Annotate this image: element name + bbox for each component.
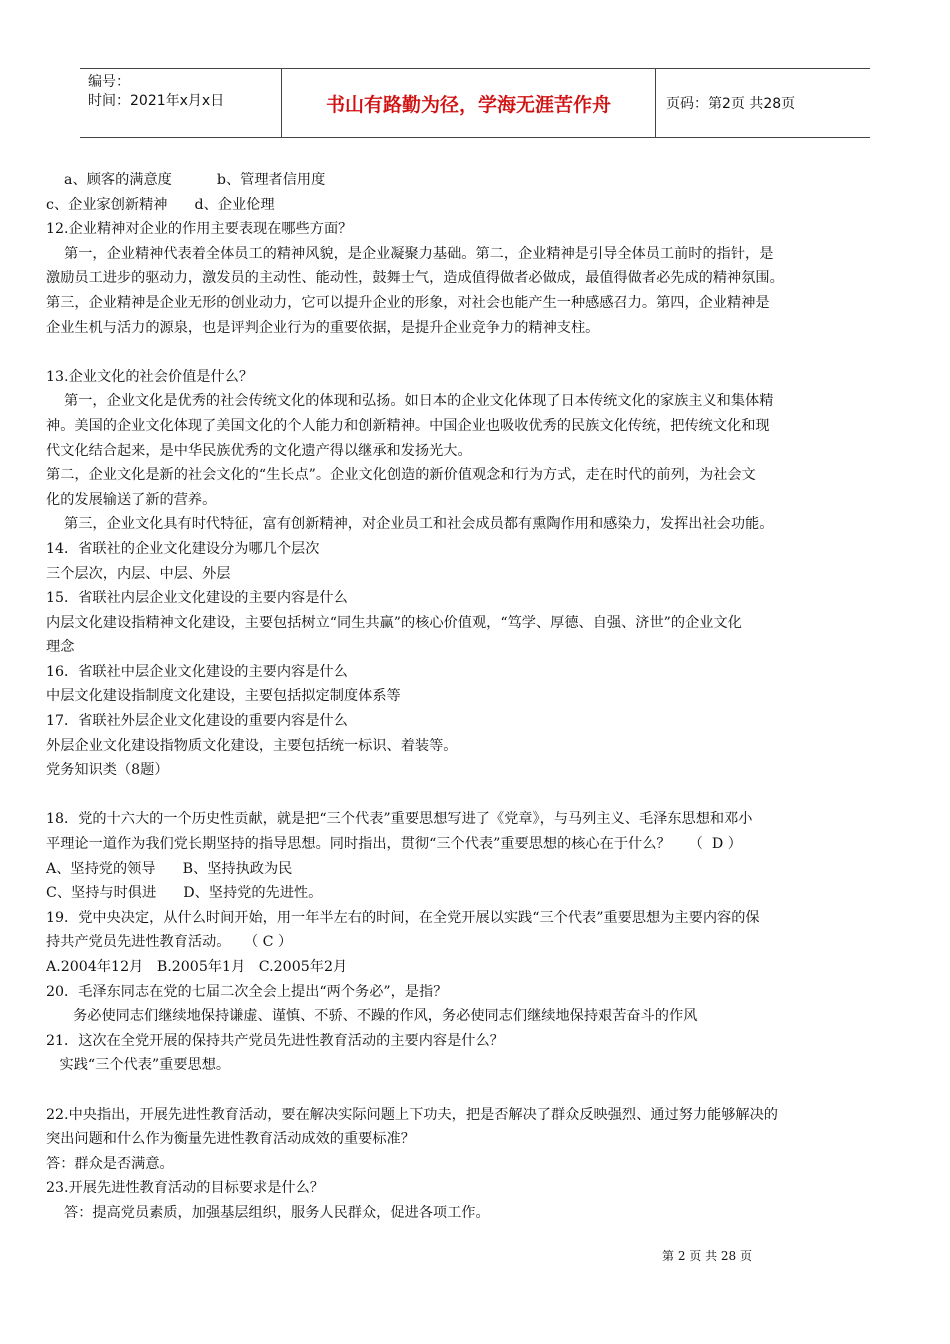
text-line: 第三，企业文化具有时代特征，富有创新精神，对企业员工和社会成员都有熏陶作用和感染力，发挥出社会功能。 — [46, 516, 774, 533]
text-line: 第二，企业文化是新的社会文化的“生长点”。企业文化创造的新价值观念和行为方式，走在时代的前列，为社会文 — [46, 467, 756, 484]
text-line: C、坚持与时俱进 D、坚持党的先进性。 — [46, 885, 323, 902]
text-line: 22.中央指出，开展先进性教育活动，要在解决实际问题上下功夫，把是否解决了群众反映强烈、通过努力能够解决的 — [46, 1106, 778, 1123]
text-line: 19．党中央决定，从什么时间开始，用一年半左右的时间，在全党开展以实践“三个代表”重要思想为主要内容的保 — [46, 909, 760, 926]
text-line: 23.开展先进性教育活动的目标要求是什么？ — [46, 1180, 324, 1197]
text-line: 第一，企业文化是优秀的社会传统文化的体现和弘扬。如日本的企业文化体现了日本传统文化的家族主义和集体精 — [46, 393, 774, 410]
text-line: 外层企业文化建设指物质文化建设，主要包括统一标识、着装等。 — [46, 737, 458, 754]
text-line: 第三，企业精神是企业无形的创业动力，它可以提升企业的形象，对社会也能产生一种感感召力。第四，企业精神是 — [46, 294, 770, 311]
text-line: 代文化结合起来，是中华民族优秀的文化遗产得以继承和发扬光大。 — [46, 442, 472, 459]
text-line: 党务知识类（8题） — [46, 762, 169, 779]
text-line: 神。美国的企业文化体现了美国文化的个人能力和创新精神。中国企业也吸收优秀的民族文化传统，把传统文化和现 — [46, 417, 770, 434]
text-line: 理念 — [46, 639, 75, 656]
text-line: c、企业家创新精神 d、企业伦理 — [46, 196, 275, 213]
text-line: 18．党的十六大的一个历史性贡献，就是把“三个代表”重要思想写进了《党章》，与马列主义、毛泽东思想和邓小 — [46, 811, 753, 828]
text-line: 13.企业文化的社会价值是什么？ — [46, 368, 254, 385]
text-line: 20．毛泽东同志在党的七届二次全会上提出“两个务必”，是指？ — [46, 983, 448, 1000]
text-line — [46, 783, 908, 808]
text-line: 中层文化建设指制度文化建设，主要包括拟定制度体系等 — [46, 688, 401, 705]
text-line: 三个层次，内层、中层、外层 — [46, 565, 231, 582]
text-line: 突出问题和什么作为衡量先进性教育活动成效的重要标准？ — [46, 1131, 415, 1148]
text-line: 平理论一道作为我们党长期坚持的指导思想。同时指出，贯彻“三个代表”重要思想的核心在于什么？ （ D ） — [46, 836, 742, 853]
text-line — [46, 1078, 908, 1103]
text-line: 激励员工进步的驱动力，激发员的主动性、能动性，鼓舞士气，造成值得做者必做成，最值得做者必先成的精神氛围。 — [46, 270, 784, 287]
text-line: 21．这次在全党开展的保持共产党员先进性教育活动的主要内容是什么？ — [46, 1032, 504, 1049]
text-line: 实践“三个代表”重要思想。 — [46, 1057, 231, 1074]
page-footer: 第 2 页 共 28 页 — [662, 1249, 752, 1263]
text-line: a、顾客的满意度 b、管理者信用度 — [46, 172, 326, 188]
text-line: A、坚持党的领导 B、坚持执政为民 — [46, 860, 293, 877]
text-line: 务必使同志们继续地保持谦虚、谨慎、不骄、不躁的作风，务必使同志们继续地保持艰苦奋斗的作风 — [46, 1008, 698, 1025]
text-line: 化的发展输送了新的营养。 — [46, 491, 217, 508]
text-line: 14．省联社的企业文化建设分为哪几个层次 — [46, 540, 320, 557]
text-line: 15．省联社内层企业文化建设的主要内容是什么 — [46, 590, 348, 607]
header-motto: 书山有路勤为径，学海无涯苦作舟 — [282, 69, 656, 137]
text-line: 第一，企业精神代表着全体员工的精神风貌，是企业凝聚力基础。第二，企业精神是引导全体员工前时的指针，是 — [46, 245, 774, 262]
page-header — [80, 68, 870, 138]
text-line: 17．省联社外层企业文化建设的重要内容是什么 — [46, 713, 348, 730]
document-date: 时间：2021年x月x日 — [88, 93, 225, 109]
header-page-info: 页码：第2页 共28页 — [666, 96, 796, 112]
text-line: 12.企业精神对企业的作用主要表现在哪些方面？ — [46, 221, 353, 238]
text-line: 内层文化建设指精神文化建设，主要包括树立“同生共赢”的核心价值观，“笃学、厚德、自强、济世”的企业文化 — [46, 614, 742, 631]
document-body — [46, 168, 908, 1226]
text-line: 持共产党员先进性教育活动。 （ C ） — [46, 934, 293, 951]
text-line: 答：提高党员素质，加强基层组织，服务人民群众，促进各项工作。 — [46, 1204, 490, 1221]
text-line — [46, 340, 908, 365]
header-meta-cell — [80, 69, 282, 137]
document-number-label: 编号： — [88, 74, 130, 90]
text-line: 企业生机与活力的源泉，也是评判企业行为的重要依据，是提升企业竞争力的精神支柱。 — [46, 319, 600, 336]
text-line: A.2004年12月 B.2005年1月 C.2005年2月 — [46, 959, 348, 975]
text-line: 16．省联社中层企业文化建设的主要内容是什么 — [46, 663, 348, 680]
text-line: 答：群众是否满意。 — [46, 1155, 174, 1172]
